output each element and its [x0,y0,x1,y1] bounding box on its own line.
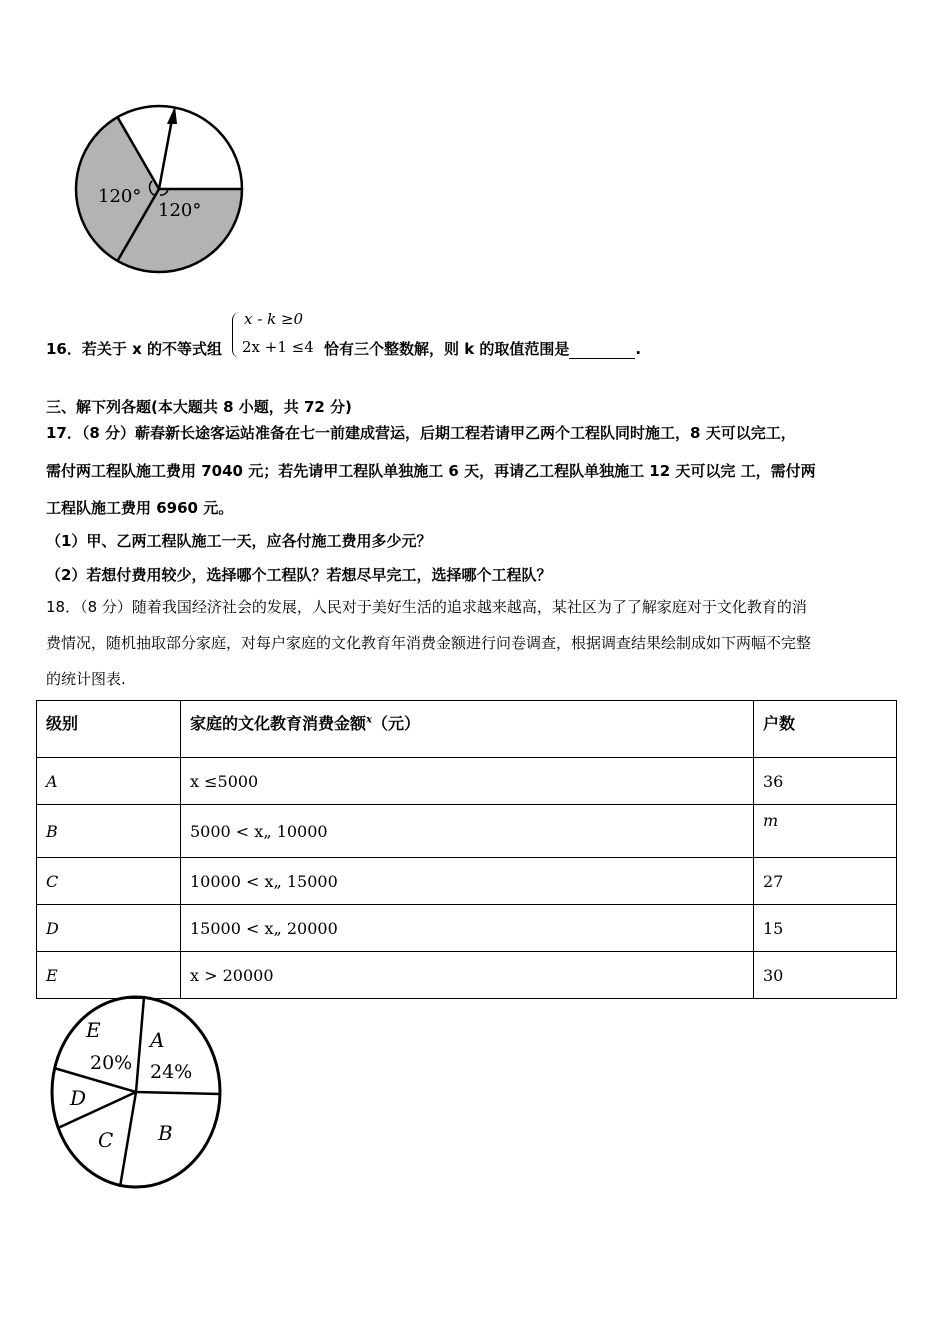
answer-blank[interactable] [569,344,635,359]
cell-range: x ≤5000 [181,758,754,805]
cell-level: D [37,905,181,952]
q17-line1: 17．（8 分）蕲春新长途客运站准备在七一前建成营运，后期工程若请甲乙两个工程队同时施工，8 天可以完工， [46,424,796,442]
q17-sub1: （1）甲、乙两工程队施工一天，应各付施工费用多少元？ [46,532,432,550]
q18-line2: 费情况，随机抽取部分家庭，对每户家庭的文化教育年消费金额进行问卷调查，根据调查结果绘制成如下两幅不完整 [46,634,812,652]
pie-label-a-pct: 24% [150,1061,193,1083]
pie-divider [120,1092,136,1187]
cell-count: 36 [754,758,897,805]
header-amount: 家庭的文化教育消费金额$^x$（元） [181,701,754,758]
pie-label-e: E [86,1018,101,1042]
table-row [37,758,897,805]
table-row [37,905,897,952]
pie-label-e-pct: 20% [90,1052,133,1074]
pie-label-a: A [150,1028,165,1052]
cell-range: 5000 < x„ 10000 [181,805,754,858]
header-count: 户数 [754,701,897,758]
inequality-2: 2x +1 ≤4 [242,338,314,356]
cell-level: B [37,805,181,858]
spinner-pointer [159,114,173,189]
pie-label-c: C [98,1128,114,1152]
spinner-figure [70,98,250,278]
cell-level: E [37,952,181,999]
angle-label-left: 120° [98,186,142,207]
pie-divider [136,1092,220,1094]
table-header-row [37,701,897,758]
section-title: 三、解下列各题(本大题共 8 小题，共 72 分) [46,398,352,416]
angle-label-right: 120° [158,200,202,221]
cell-count: 30 [754,952,897,999]
pie-divider [136,997,144,1092]
cell-level: A [37,758,181,805]
cell-range: 10000 < x„ 15000 [181,858,754,905]
pie-label-b: B [158,1121,173,1145]
inequality-1: x - k ≥0 [244,310,304,328]
q17-sub2: （2）若想付费用较少，选择哪个工程队？若想尽早完工，选择哪个工程队？ [46,566,552,584]
q16-end: . [635,340,642,358]
table-row [37,858,897,905]
pie-chart [46,992,230,1194]
q17-line2: 需付两工程队施工费用 7040 元；若先请甲工程队单独施工 6 天，再请乙工程队单独施工 12 天可以完 工，需付两 [46,462,816,480]
q17-line3: 工程队施工费用 6960 元。 [46,499,234,517]
cell-range: 15000 < x„ 20000 [181,905,754,952]
q16-suffix-wrap [324,338,641,359]
inequality-system [232,310,316,362]
cell-count: 15 [754,905,897,952]
header-level: 级别 [37,701,181,758]
q16-prefix: 16．若关于 x 的不等式组 [46,340,222,358]
q18-line1: 18．（8 分）随着我国经济社会的发展，人民对于美好生活的追求越来越高，某社区为了了解家庭对于文化教育的消 [46,598,807,616]
cell-count: 27 [754,858,897,905]
pie-label-d: D [70,1086,87,1110]
q18-line3: 的统计图表. [46,670,126,688]
cell-count: m [754,805,897,858]
stats-table [36,700,897,999]
q16-suffix: 恰有三个整数解，则 k 的取值范围是 [324,340,570,358]
cell-level: C [37,858,181,905]
table-row [37,805,897,858]
cell-range: x > 20000 [181,952,754,999]
